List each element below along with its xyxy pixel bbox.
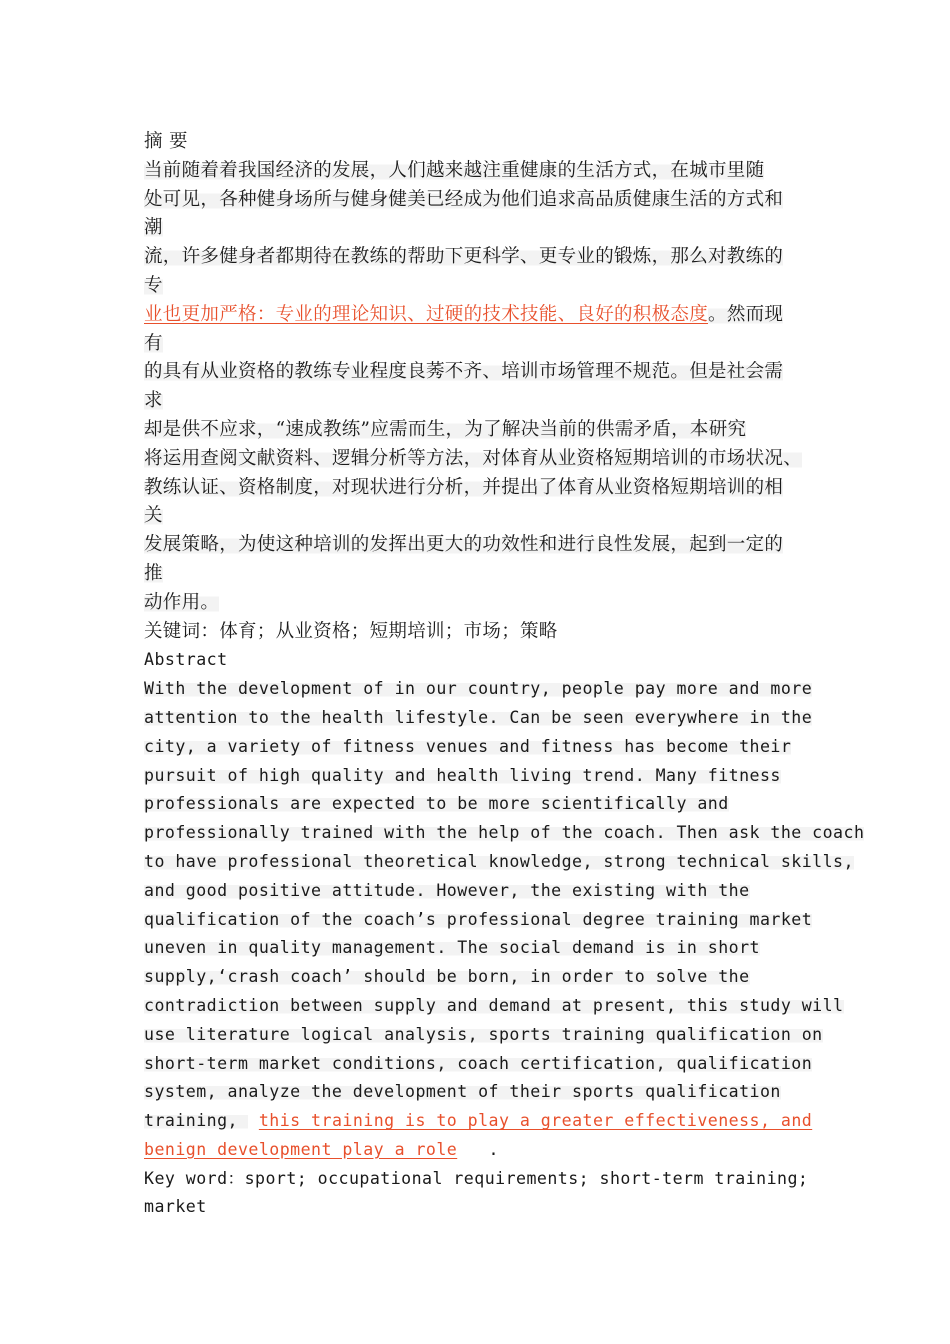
abstract-cn-line: 却是供不应求，“速成教练”应需而生，为了解决当前的供需矛盾，本研究	[144, 418, 747, 440]
abstract-en-line: professionals are expected to be more scientifically and	[144, 794, 729, 814]
abstract-en-line: short-term market conditions, coach certification, qualification	[144, 1053, 813, 1073]
abstract-cn-line: 潮	[144, 217, 163, 239]
abstract-en-line: uneven in quality management. The social demand is in short	[144, 938, 760, 958]
abstract-en-line: contradiction between supply and demand at present, this study will	[144, 995, 844, 1015]
abstract-cn-line: 将运用查阅文献资料、逻辑分析等方法，对体育从业资格短期培训的市场状况、	[144, 447, 803, 469]
keywords-cn: 关键词：体育；从业资格；短期培训；市场；策略	[144, 620, 558, 642]
abstract-cn-line: 求	[144, 390, 163, 412]
abstract-cn-line: 关	[144, 505, 163, 527]
abstract-en-line: pursuit of high quality and health living trend. Many fitness	[144, 765, 781, 785]
abstract-cn-line: 推	[144, 562, 163, 584]
highlighted-text: this training is to play a greater effectiveness, and	[258, 1111, 813, 1131]
abstract-cn-line: 当前随着着我国经济的发展，人们越来越注重健康的生活方式，在城市里随	[144, 159, 765, 181]
abstract-cn-line: 专	[144, 274, 163, 296]
keywords-en-cont: market	[144, 1197, 207, 1217]
abstract-en-line: attention to the health lifestyle. Can be seen everywhere in the	[144, 707, 813, 727]
abstract-cn-highlight-line: 业也更加严格：专业的理论知识、过硬的技术技能、良好的积极态度。然而现	[144, 303, 784, 325]
abstract-cn-line: 处可见，各种健身场所与健身健美已经成为他们追求高品质健康生活的方式和	[144, 188, 784, 210]
highlighted-text: 业也更加严格：专业的理论知识、过硬的技术技能、良好的积极态度	[144, 303, 709, 325]
abstract-en-line: and good positive attitude. However, the existing with the	[144, 880, 750, 900]
abstract-cn-line: 流，许多健身者都期待在教练的帮助下更科学、更专业的锻炼，那么对教练的	[144, 246, 784, 268]
abstract-en-line: system, analyze the development of their sports qualification	[144, 1082, 781, 1102]
abstract-cn-line: 发展策略，为使这种培训的发挥出更大的功效性和进行良性发展，起到一定的	[144, 534, 784, 556]
abstract-en-line: to have professional theoretical knowledge, strong technical skills,	[144, 851, 854, 871]
abstract-en-line: qualification of the coach’s professional degree training market	[144, 909, 813, 929]
abstract-cn-line: 动作用。	[144, 591, 220, 613]
abstract-heading-en: Abstract	[144, 650, 228, 670]
abstract-en-highlight-line: training, this training is to play a greater effectiveness, and	[144, 1111, 813, 1131]
abstract-cn-line: 有	[144, 332, 163, 354]
abstract-en-line: With the development of in our country, people pay more and more	[144, 679, 813, 699]
abstract-cn-line: 教练认证、资格制度，对现状进行分析，并提出了体育从业资格短期培训的相	[144, 476, 784, 498]
abstract-en-line: city, a variety of fitness venues and fitness has become their	[144, 736, 792, 756]
abstract-cn-line: 的具有从业资格的教练专业程度良莠不齐、培训市场管理不规范。但是社会需	[144, 361, 784, 383]
keywords-en: Key word：sport; occupational requirements; short-term training;	[144, 1168, 809, 1188]
abstract-en-highlight-line: benign development play a role .	[144, 1139, 499, 1159]
document-page	[144, 128, 865, 1222]
abstract-en-line: supply,‘crash coach’ should be born, in order to solve the	[144, 967, 750, 987]
abstract-en-line: use literature logical analysis, sports training qualification on	[144, 1024, 823, 1044]
highlighted-text: benign development play a role	[144, 1139, 458, 1159]
abstract-en-line: professionally trained with the help of the coach. Then ask the coach	[144, 823, 865, 843]
abstract-heading-cn: 摘 要	[144, 131, 188, 152]
